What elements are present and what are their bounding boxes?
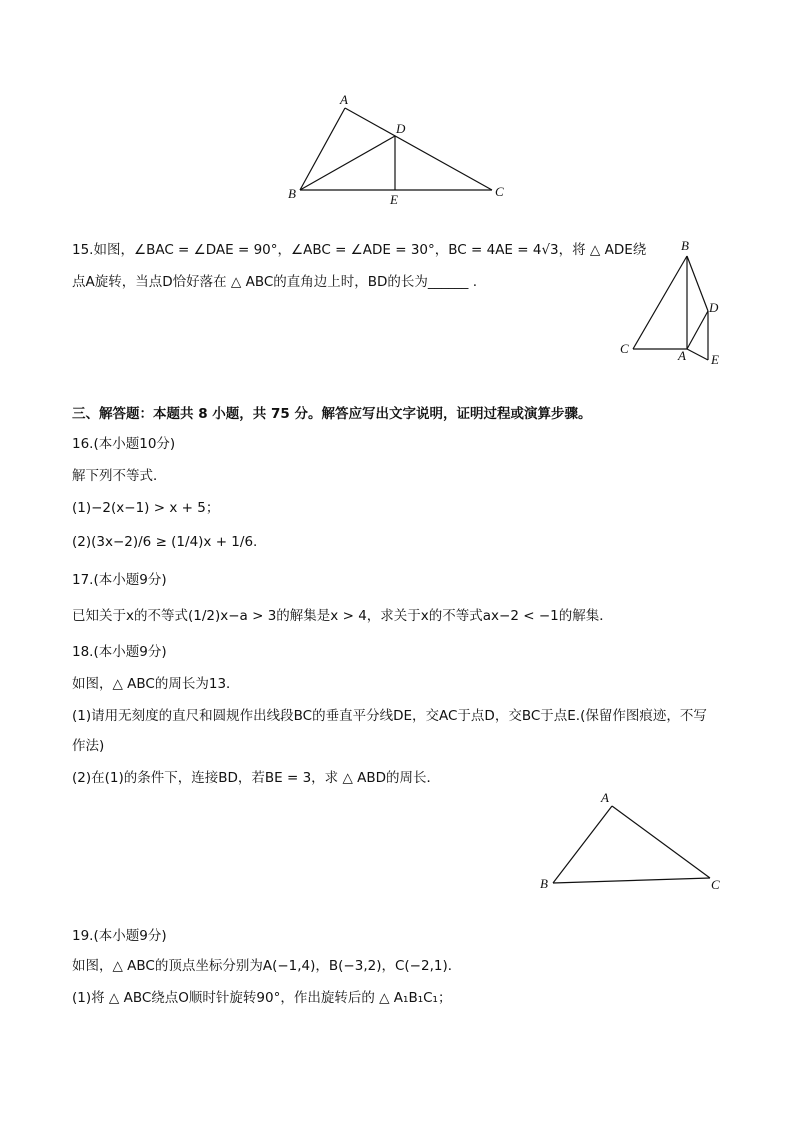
section-heading: 三、解答题：本题共 8 小题，共 75 分。解答应写出文字说明，证明过程或演算步骤。 <box>72 406 592 422</box>
vertex-label-c: C <box>495 184 504 199</box>
problem-16-instruction: 解下列不等式． <box>72 468 167 484</box>
problem-18-text: 如图，△ ABC的周长为13． <box>72 676 240 692</box>
problem-16-heading: 16.(本小题10分) <box>72 436 176 452</box>
vertex-label-d: D <box>709 300 719 315</box>
vertex-label-a: A <box>601 790 609 805</box>
problem-17-text: 已知关于x的不等式(1/2)x−a > 3的解集是x > 4，求关于x的不等式ax−2 < −1的解集． <box>72 608 613 624</box>
problem-16-part-1: (1)−2(x−1) > x + 5； <box>72 500 220 516</box>
problem-15-line-2: 点A旋转，当点D恰好落在 △ ABC的直角边上时，BD的长为______ . <box>72 274 478 290</box>
problem-16-part-2: (2)(3x−2)/6 ≥ (1/4)x + 1/6. <box>72 534 258 550</box>
vertex-label-c: C <box>711 877 720 892</box>
vertex-label-b: B <box>540 876 548 891</box>
problem-18-part-1-cont: 作法) <box>72 738 105 754</box>
vertex-label-b: B <box>681 238 689 253</box>
problem-17-heading: 17.(本小题9分) <box>72 572 167 588</box>
vertex-label-b: B <box>288 186 296 201</box>
vertex-label-e: E <box>711 352 719 367</box>
problem-19-part-1: (1)将 △ ABC绕点O顺时针旋转90°，作出旋转后的 △ A₁B₁C₁； <box>72 990 452 1006</box>
triangle-figure-svg <box>280 90 520 210</box>
vertex-label-c: C <box>620 341 629 356</box>
problem-15-line-1: 15.如图，∠BAC = ∠DAE = 90°，∠ABC = ∠ADE = 30°，BC = 4AE = 4√3，将 △ ADE绕 <box>72 242 647 258</box>
vertex-label-a: A <box>678 348 686 363</box>
problem-18-heading: 18.(本小题9分) <box>72 644 167 660</box>
problem-19-text: 如图，△ ABC的顶点坐标分别为A(−1,4)，B(−3,2)，C(−2,1)． <box>72 958 462 974</box>
triangle-figure-18 <box>535 790 735 895</box>
vertex-label-e: E <box>390 192 398 207</box>
problem-18-part-2: (2)在(1)的条件下，连接BD，若BE = 3，求 △ ABD的周长． <box>72 770 441 786</box>
triangle-figure-18-svg <box>535 790 735 895</box>
problem-19-heading: 19.(本小题9分) <box>72 928 167 944</box>
vertex-label-a: A <box>340 92 348 107</box>
problem-18-part-1: (1)请用无刻度的直尺和圆规作出线段BC的垂直平分线DE，交AC于点D，交BC于点E.(保留作图痕迹，不写 <box>72 708 707 724</box>
vertex-label-d: D <box>396 121 406 136</box>
triangle-figure-abc-de <box>280 90 520 210</box>
